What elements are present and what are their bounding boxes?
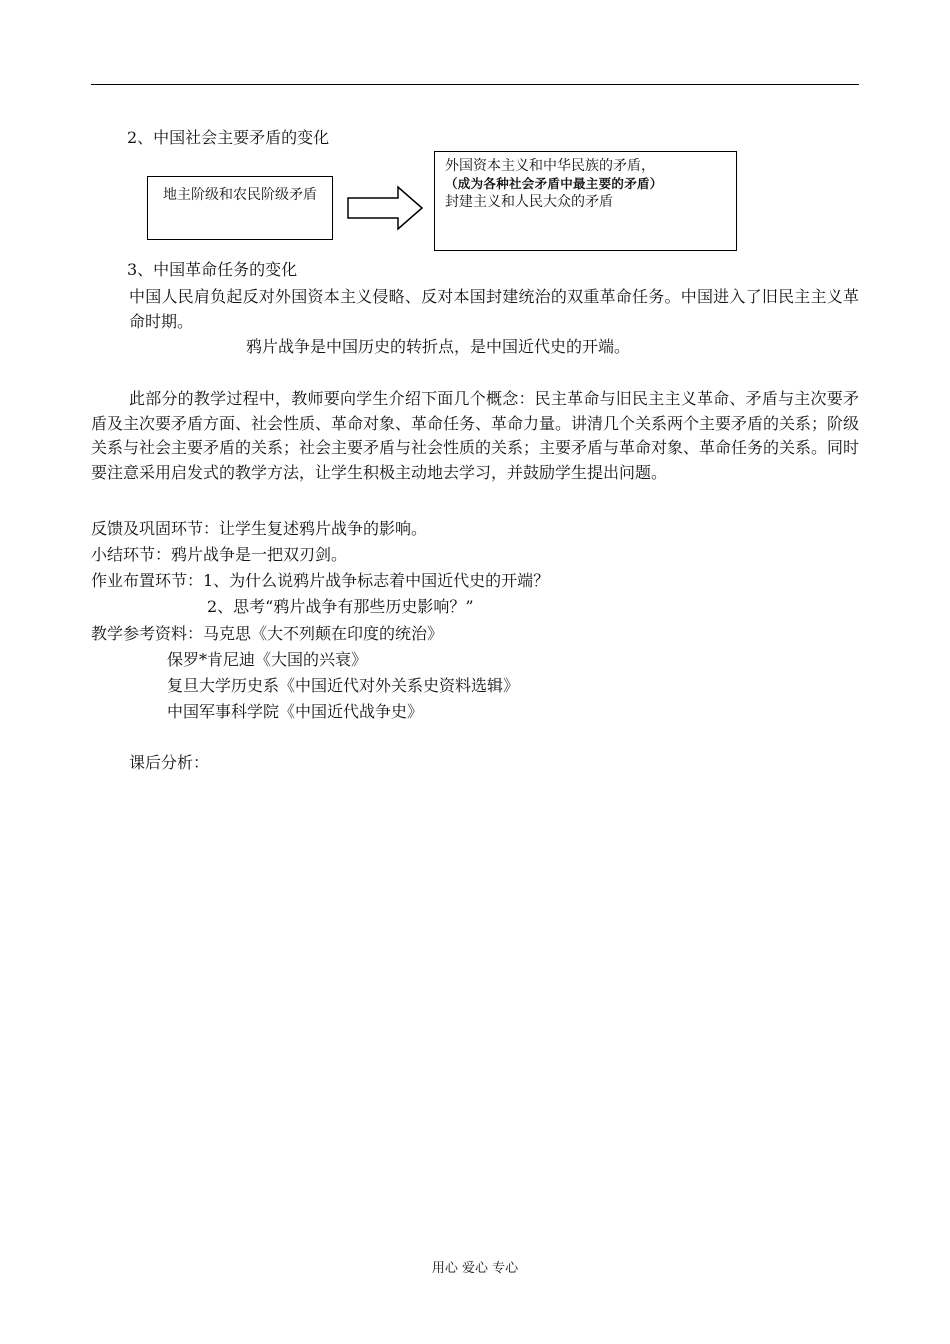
homework-item-2: 2、思考“鸦片战争有那些历史影响？” bbox=[207, 597, 474, 616]
right-arrow-icon bbox=[346, 185, 424, 231]
left-box-text: 地主阶级和农民阶级矛盾 bbox=[163, 187, 317, 203]
page-footer: 用心 爱心 专心 bbox=[431, 1261, 519, 1276]
left-box bbox=[147, 176, 333, 240]
reference-item: 复旦大学历史系《中国近代对外关系史资料选辑》 bbox=[167, 676, 520, 695]
references-label: 教学参考资料：马克思《大不列颠在印度的统治》 bbox=[91, 624, 444, 643]
header-rule bbox=[91, 84, 859, 85]
right-box-line1: 外国资本主义和中华民族的矛盾， bbox=[445, 158, 655, 174]
post-class-analysis: 课后分析： bbox=[129, 753, 210, 772]
section3-heading: 3、中国革命任务的变化 bbox=[127, 260, 298, 279]
right-box bbox=[434, 151, 737, 251]
section3-body: 中国人民肩负起反对外国资本主义侵略、反对本国封建统治的双重革命任务。中国进入了旧民主主义革命时期。 bbox=[129, 287, 859, 331]
right-box-line2: （成为各种社会矛盾中最主要的矛盾） bbox=[445, 176, 663, 191]
section2-heading: 2、中国社会主要矛盾的变化 bbox=[127, 128, 330, 147]
feedback-line: 反馈及巩固环节：让学生复述鸦片战争的影响。 bbox=[91, 519, 428, 538]
homework-item-1: 作业布置环节：1、为什么说鸦片战争标志着中国近代史的开端？ bbox=[91, 571, 550, 590]
reference-item: 中国军事科学院《中国近代战争史》 bbox=[167, 702, 424, 721]
reference-item: 保罗*肯尼迪《大国的兴衰》 bbox=[167, 650, 368, 669]
right-box-line3: 封建主义和人民大众的矛盾 bbox=[445, 194, 613, 210]
section3-conclusion: 鸦片战争是中国历史的转折点，是中国近代史的开端。 bbox=[246, 337, 631, 356]
summary-line: 小结环节：鸦片战争是一把双刃剑。 bbox=[91, 545, 348, 564]
teaching-note: 此部分的教学过程中，教师要向学生介绍下面几个概念：民主革命与旧民主主义革命、矛盾与主次要矛盾及主次要矛盾方面、社会性质、革命对象、革命任务、革命力量。讲清几个关系两个主要矛盾的关系；阶级关系与社会主要矛盾的关系；社会主要矛盾与社会性质的关系；主要矛盾与革命对象、革命任务的关系。同时要注意采用启发式的教学方法，让学生积极主动地去学习，并鼓励学生提出问题。 bbox=[91, 389, 860, 482]
